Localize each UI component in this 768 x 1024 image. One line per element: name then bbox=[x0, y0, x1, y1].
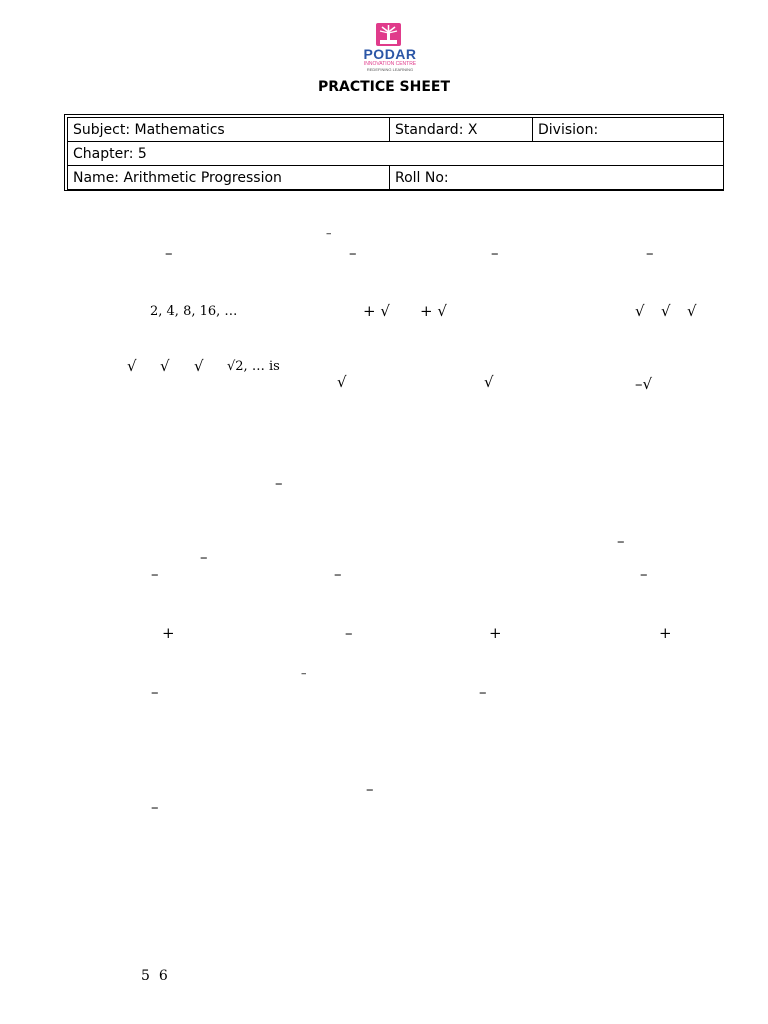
sequence-text: √2, … is bbox=[227, 359, 280, 374]
minus-sign: – bbox=[151, 683, 159, 701]
info-row bbox=[68, 118, 724, 142]
roll-cell: Roll No: bbox=[390, 166, 724, 190]
logo-name: PODAR bbox=[363, 46, 417, 62]
minus-sqrt-term: –√ bbox=[635, 375, 653, 393]
info-row bbox=[68, 142, 724, 166]
sequence-text: 2, 4, 8, 16, … bbox=[150, 304, 238, 319]
plus-sign: + bbox=[489, 624, 502, 642]
minus-sign: – bbox=[334, 565, 342, 583]
plus-sqrt-term: + √ bbox=[420, 302, 447, 320]
page-title: PRACTICE SHEET bbox=[317, 79, 451, 95]
minus-sign: – bbox=[151, 565, 159, 583]
minus-sign: – bbox=[151, 798, 159, 816]
sqrt-sign: √ bbox=[127, 357, 137, 375]
minus-sign: – bbox=[326, 227, 332, 240]
school-logo bbox=[357, 20, 423, 76]
minus-sign: – bbox=[275, 474, 283, 492]
tree-logo-icon bbox=[376, 23, 401, 46]
minus-sign: – bbox=[479, 683, 487, 701]
minus-sign: – bbox=[301, 667, 307, 680]
division-cell: Division: bbox=[533, 118, 724, 142]
name-cell: Name: Arithmetic Progression bbox=[68, 166, 390, 190]
plus-sign: + bbox=[162, 624, 175, 642]
minus-sign: – bbox=[349, 244, 357, 262]
sqrt-sign: √ bbox=[484, 373, 494, 391]
minus-sign: – bbox=[366, 780, 374, 798]
minus-sign: – bbox=[491, 244, 499, 262]
sqrt-sign: √ bbox=[194, 357, 204, 375]
info-row bbox=[68, 166, 724, 190]
plus-sqrt-term: + √ bbox=[363, 302, 390, 320]
sqrt-sign: √ bbox=[687, 302, 697, 320]
sqrt-sign: √ bbox=[337, 373, 347, 391]
sqrt-sign: √ bbox=[661, 302, 671, 320]
minus-sign: – bbox=[640, 565, 648, 583]
sqrt-sign: √ bbox=[160, 357, 170, 375]
chapter-cell: Chapter: 5 bbox=[68, 142, 724, 166]
footer-numbers bbox=[141, 968, 168, 984]
logo-tagline: REDEFINING LEARNING bbox=[366, 67, 414, 72]
standard-cell: Standard: X bbox=[390, 118, 533, 142]
footer-number-a: 5 bbox=[141, 968, 150, 984]
minus-sign: – bbox=[646, 244, 654, 262]
logo-subtitle: INNOVATION CENTRE bbox=[363, 61, 417, 67]
minus-sign: – bbox=[345, 624, 353, 642]
plus-sign: + bbox=[659, 624, 672, 642]
student-info-table bbox=[64, 114, 724, 191]
minus-sign: – bbox=[165, 244, 173, 262]
sqrt-sign: √ bbox=[635, 302, 645, 320]
subject-cell: Subject: Mathematics bbox=[68, 118, 390, 142]
footer-number-b: 6 bbox=[158, 968, 168, 984]
minus-sign: – bbox=[200, 548, 208, 566]
minus-sign: – bbox=[617, 532, 625, 550]
